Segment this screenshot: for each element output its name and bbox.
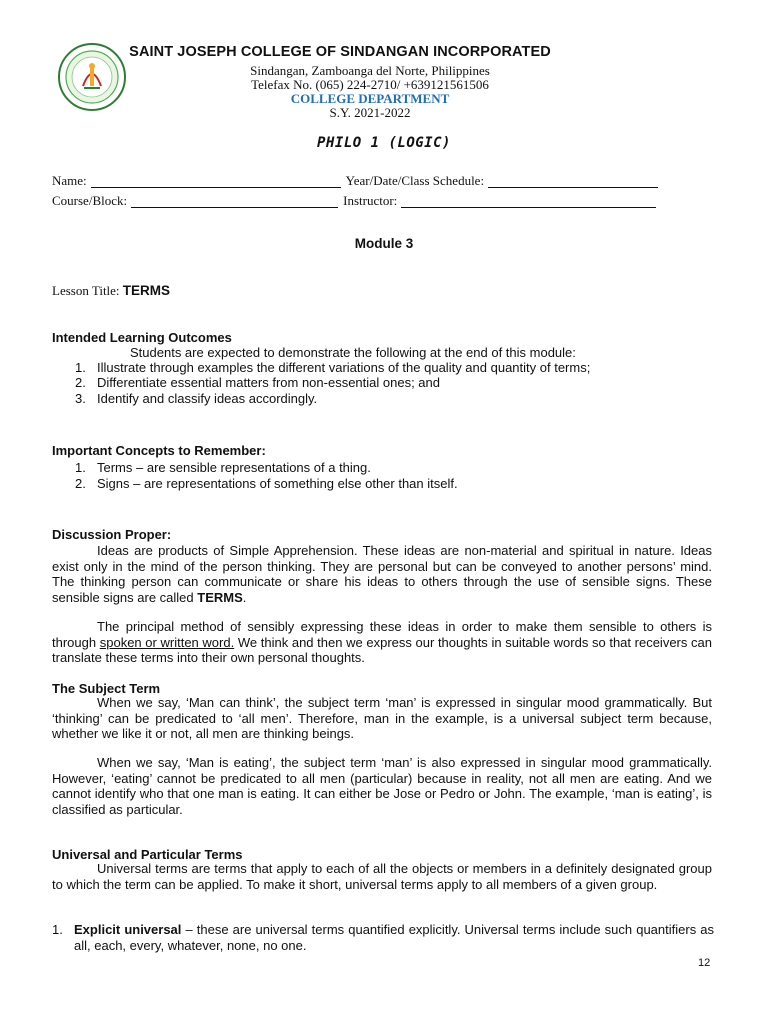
subject-term-heading: The Subject Term [52,681,161,696]
name-label: Name: [52,173,87,188]
module-label: Module 3 [354,236,414,251]
lesson-title [52,283,170,299]
outcomes-intro: Students are expected to demonstrate the following at the end of this module: [130,345,576,360]
discussion-paragraph-2: The principal method of sensibly expressing these ideas in order to make them sensible to others is through spoken or written word. We think and then we express our thoughts in suitable words so that receivers can translate these terms into their own personal thoughts. [52,619,712,665]
concept-text: Signs – are representations of something else other than itself. [97,476,458,491]
discussion-paragraph-1: Ideas are products of Simple Apprehension. These ideas are non-material and spiritual in nature. Ideas exist only in the mind of the person thinking. They are personal but can be conveyed to another persons’ mind. The thinking person can communicate or share his ideas to others through the use of sensible signs. These sensible signs are called TERMS. [52,543,712,605]
outcome-text: Illustrate through examples the different variations of the quality and quantity of terms; [97,360,591,375]
form-row-name [52,173,663,189]
course-title: PHILO 1 (LOGIC) [317,135,451,151]
universal-heading: Universal and Particular Terms [52,847,243,862]
subject-term-paragraph-2: When we say, ‘Man is eating’, the subject term ‘man’ is also expressed in singular mood grammatically. However, ‘eating’ cannot be predicated to all men (particular) because in reality, not all men are eating. And we cannot identify who that one man is eating. It can either be Jose or Pedro or John. The example, ‘man is eating’, is classified as particular. [52,755,712,817]
department-name: COLLEGE DEPARTMENT [290,91,450,106]
school-year: S.Y. 2021-2022 [329,105,411,120]
concepts-heading: Important Concepts to Remember: [52,443,266,458]
school-address: Sindangan, Zamboanga del Norte, Philippines [250,63,490,78]
outcomes-heading: Intended Learning Outcomes [52,330,232,345]
item-number: 1. [52,922,63,937]
course-field[interactable] [131,195,338,208]
school-telefax: Telefax No. (065) 224-2710/ +639121561506 [251,77,489,92]
school-name: SAINT JOSEPH COLLEGE OF SINDANGAN INCORPORATED [129,44,551,60]
terms-bold: TERMS [197,589,243,605]
year-label: Year/Date/Class Schedule: [345,173,485,188]
instructor-field[interactable] [401,195,656,208]
year-field[interactable] [488,175,658,188]
universal-paragraph: Universal terms are terms that apply to each of all the objects or members in a definitely designated group to which the term can be applied. To make it short, universal terms apply to all members of a given group. [52,861,712,892]
name-field[interactable] [91,175,341,188]
explicit-universal-text: – these are universal terms quantified explicitly. Universal terms include such quantifiers as all, each, every, whatever, none, no one. [74,922,714,953]
concept-text: Terms – are sensible representations of a thing. [97,460,371,475]
course-label: Course/Block: [52,193,128,208]
discussion-heading: Discussion Proper: [52,527,172,542]
page-number: 12 [698,957,711,969]
instructor-label: Instructor: [343,193,398,208]
document-page: SAINT JOSEPH COLLEGE OF SINDANGAN INCORPORATED Sindangan, Zamboanga del Norte, Philippines Telefax No. (065) 224-2710/ +639121561506 COLLEGE DEPARTMENT S.Y. 2021-2022 PHILO 1 (LOGIC) Name: Year/Date/Class Schedule: Course/Block: Instructor: Module 3 Lesson Title: TERMS Intended Learning Outcomes Students are expected to demonstrate the following at the end of this module: 1. Illustrate through examples the different variations of the quality and quantity of terms; 2. Differentiate essential matters from non-essential ones; and 3. Identify and classify ideas accordingly. Important Concepts to Remember: 1. Terms – are sensible representations of a thing. 2. Signs – are representations of something else other than itself. Discussion Proper: Ideas are products of Simple Apprehension. These ideas are non-material and spiritual in nature. Ideas exist only in the mind of the person thinking. They are personal but can be conveyed to another persons’ mind. The thinking person can communicate or share his ideas to others through the use of sensible signs. These sensible signs are called TERMS. The principal method of sensibly expressing these ideas in order to make them sensible to others is through spoken or written word. We think and then we express our thoughts in suitable words so that receivers can translate these terms into their own personal thoughts. The Subject Term When we say, ‘Man can think’, the subject term ‘man’ is expressed in singular mood grammatically. But ‘thinking’ can be predicated to ‘all men’. Therefore, man in the example, is a universal subject term because, whether we like it or not, all men are thinking beings. When we say, ‘Man is eating’, the subject term ‘man’ is also expressed in singular mood grammatically. However, ‘eating’ cannot be predicated to all men (particular) because in reality, not all men are eating. And we cannot identify who that one man is eating. It can either be Jose or Pedro or John. The example, ‘man is eating’, is classified as particular. Universal and Particular Terms Universal terms are terms that apply to each of all the objects or members in a definitely designated group to which the term can be applied. To make it short, universal terms apply to all members of a given group. 1. Explicit universal – these are universal terms quantified explicitly. Universal terms include such quantifiers as all, each, every, whatever, none, no one. 12 [0,0,768,1024]
lesson-title-value: TERMS [122,283,171,298]
outcome-text: Identify and classify ideas accordingly. [97,391,318,406]
lesson-title-label: Lesson Title: [52,283,120,298]
outcome-text: Differentiate essential matters from non-essential ones; and [97,375,440,390]
explicit-universal-term: Explicit universal [74,922,182,937]
subject-term-paragraph-1: When we say, ‘Man can think’, the subject term ‘man’ is expressed in singular mood grammatically. But ‘thinking’ can be predicated to ‘all men’. Therefore, man in the example, is a universal subject term because, whether we like it or not, all men are thinking beings. [52,695,712,741]
spoken-written-word: spoken or written word. [99,634,235,650]
form-row-course [52,193,661,209]
